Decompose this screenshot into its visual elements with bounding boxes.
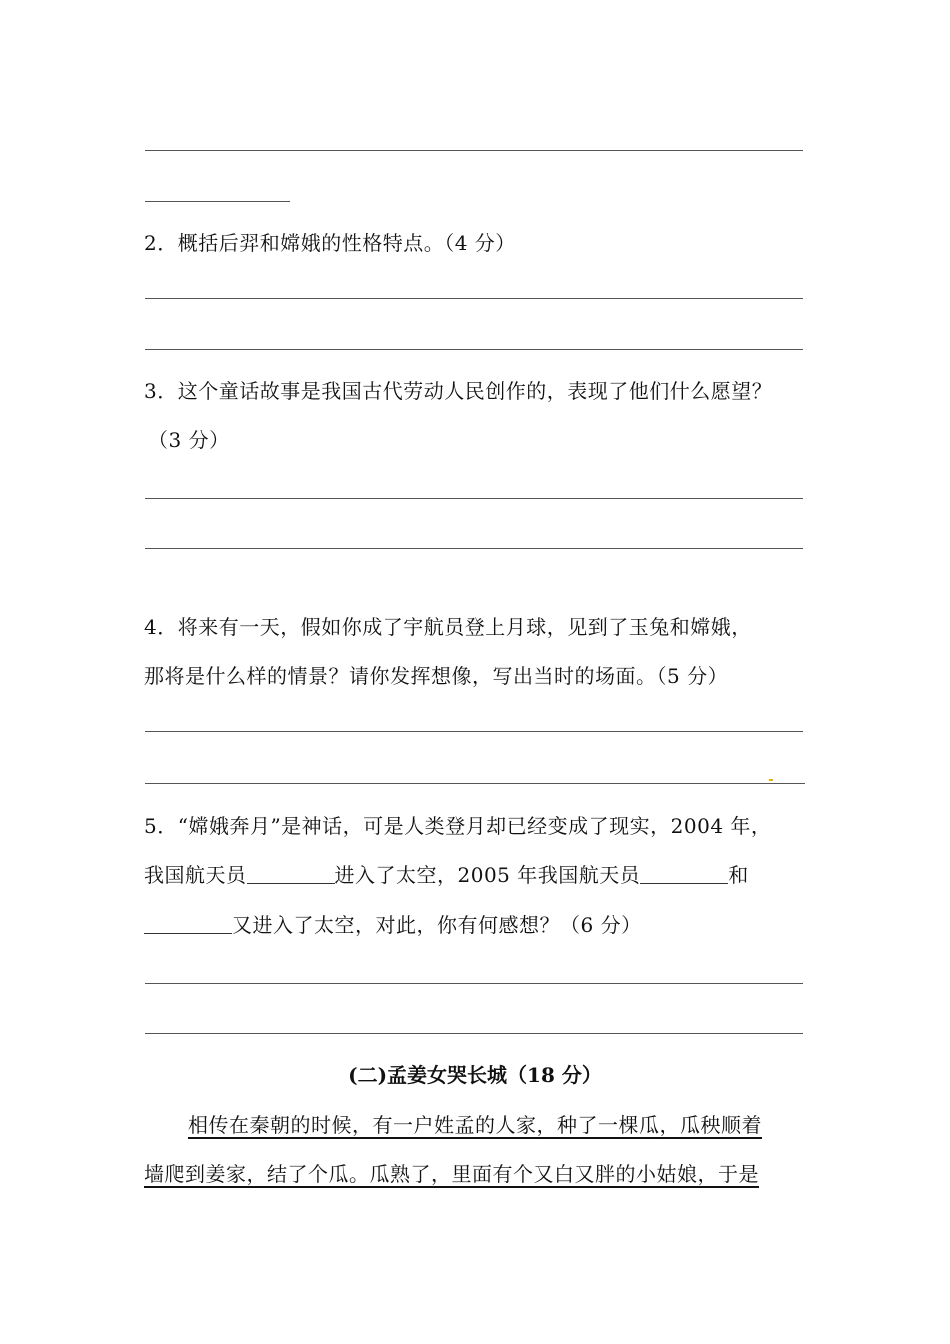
answer-line xyxy=(145,983,803,984)
answer-line xyxy=(145,783,805,784)
question-5-line2 xyxy=(144,862,749,888)
q5-text-d: 又进入了太空，对此，你有何感想？（6 分） xyxy=(232,913,642,937)
highlight-mark xyxy=(769,779,773,781)
answer-line xyxy=(145,548,803,549)
q5-text-a: 我国航天员 xyxy=(144,863,247,887)
question-5-line3 xyxy=(144,912,642,938)
question-5-line1: 5．“嫦娥奔月”是神话，可是人类登月却已经变成了现实，2004 年， xyxy=(144,814,772,838)
answer-line xyxy=(145,298,803,299)
answer-line xyxy=(145,731,803,732)
q5-text-c: 和 xyxy=(728,863,749,887)
answer-line xyxy=(145,1033,803,1034)
answer-line xyxy=(145,349,803,350)
question-3-line1: 3．这个童话故事是我国古代劳动人民创作的，表现了他们什么愿望？ xyxy=(144,379,773,403)
answer-line xyxy=(145,150,803,151)
question-4-line1: 4．将来有一天，假如你成了宇航员登上月球，见到了玉兔和嫦娥， xyxy=(144,615,752,639)
answer-line xyxy=(145,498,803,499)
fill-blank-2005-a[interactable] xyxy=(640,863,728,884)
fill-blank-2005-b[interactable] xyxy=(144,913,232,934)
answer-line-short xyxy=(145,201,290,202)
fill-blank-2004[interactable] xyxy=(247,863,335,884)
passage-line2: 墙爬到姜家，结了个瓜。瓜熟了，里面有个又白又胖的小姑娘，于是 xyxy=(144,1162,759,1186)
passage-line1: 相传在秦朝的时候，有一户姓孟的人家，种了一棵瓜，瓜秧顺着 xyxy=(188,1113,762,1137)
question-3-line2: （3 分） xyxy=(148,428,230,452)
question-2: 2．概括后羿和嫦娥的性格特点。（4 分） xyxy=(144,231,516,255)
q5-text-b: 进入了太空，2005 年我国航天员 xyxy=(334,863,641,887)
question-4-line2: 那将是什么样的情景？请你发挥想像，写出当时的场面。（5 分） xyxy=(144,664,729,688)
section-title: (二)孟姜女哭长城（18 分） xyxy=(348,1063,602,1087)
